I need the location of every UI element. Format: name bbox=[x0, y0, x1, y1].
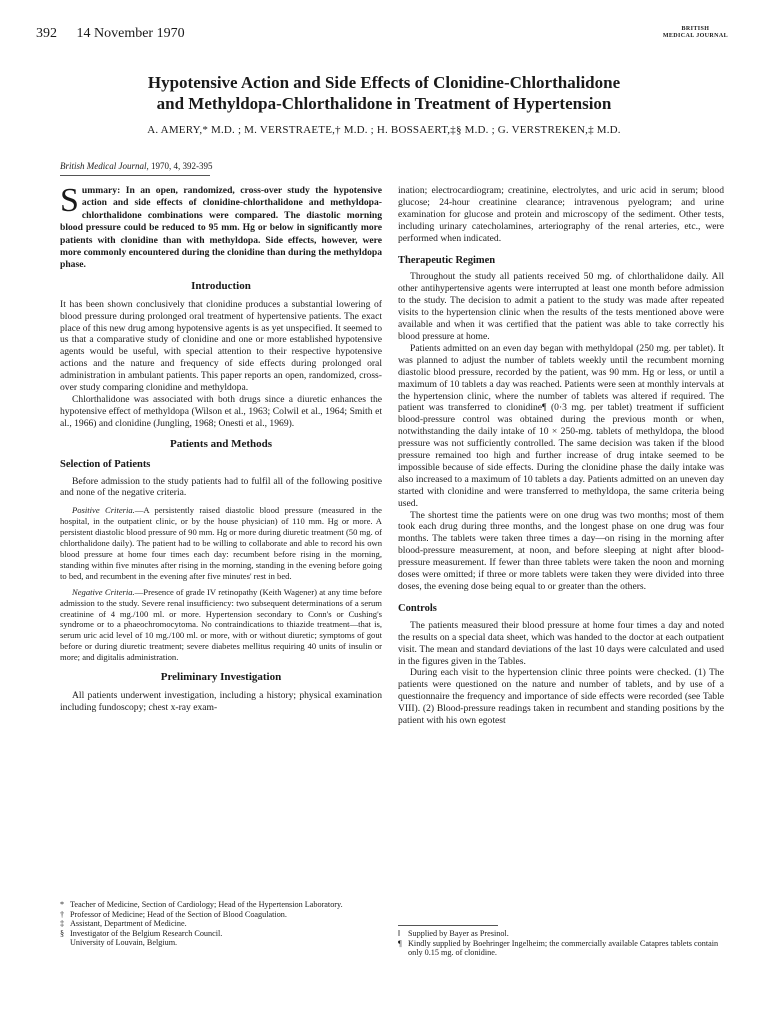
controls-heading: Controls bbox=[398, 602, 437, 614]
positive-criteria-label: Positive Criteria. bbox=[72, 505, 135, 516]
therapeutic-paragraph-1: Throughout the study all patients received 50 mg. of chlorthalidone daily. All other antihypertensive agents were interrupted at least one month before admission to the study. The decision to admit a patient to the study was made after repeated visits to the hypertension clinic when the results of the tests mentioned above were available and when it was certified that the patient was able to take correctly his blood pressure at home. bbox=[398, 271, 724, 342]
footnote-text: University of Louvain, Belgium. bbox=[70, 938, 178, 948]
title-line-2: and Methyldopa-Chlorthalidone in Treatment of Hypertension bbox=[156, 94, 612, 113]
summary-dropcap: S bbox=[60, 182, 79, 219]
controls-paragraph-2: During each visit to the hypertension clinic three points were checked. (1) The patients were questioned on the nature and number of tablets, and by use of a questionnaire the frequency and importance of side effects were recorded (see Table VIII). (2) Blood-pressure readings taken in recumbent and standing positions by the patient with his own egotest bbox=[398, 667, 724, 727]
page-number: 392 bbox=[36, 26, 57, 41]
citation-ref: 1970, 4, 392-395 bbox=[148, 161, 213, 171]
footnote-item bbox=[398, 929, 724, 939]
footnote-text: Supplied by Bayer as Presinol. bbox=[408, 929, 509, 938]
positive-criteria-text: —A persistently raised diastolic blood pressure (measured in the hospital, in the outpatient clinic, or by the house physician) of 110 mm. Hg or more. A persistent diastolic blood pressure of 90 mm. Hg or more during diuretic treatment (50 mg. of chlorthalidone daily). The patient had to be willing to collaborate and able to record his own blood pressure at home four times each day: recumbent before rising in the morning, standing within five minutes after rising in the morning, standing in the evening before going to bed, and recumbent in the evening after five minutes' rest in bed. bbox=[60, 505, 382, 581]
journal-name-line1: BRITISH bbox=[681, 26, 710, 32]
citation-journal: British Medical Journal, bbox=[60, 161, 149, 171]
footnote-text: Kindly supplied by Boehringer Ingelheim; the commercially available Catapres tablets contain only 0.15 mg. of clonidine. bbox=[408, 938, 719, 958]
footnote-item bbox=[60, 919, 382, 929]
citation-line bbox=[60, 161, 213, 171]
therapeutic-heading: Therapeutic Regimen bbox=[398, 254, 496, 266]
footnote-item bbox=[60, 929, 382, 939]
therapeutic-paragraph-3: The shortest time the patients were on one drug was two months; most of them took each drug during three months, and the longest phase on one drug was four months. The tablets were taken three times a day—on rising in the morning after blood-pressure measurement, at noon, and before sleeping at night after blood-pressure measurement. If fewer than three tablets were taken the noon and morning doses were omitted; if three or more tablets were taken they were divided into three doses, the evening dose being equal to or greater than the others. bbox=[398, 509, 724, 592]
footnote-mark: ‡ bbox=[60, 919, 65, 929]
negative-criteria-text: —Presence of grade IV retinopathy (Keith Wagener) at any time before admission to the study. Severe renal insufficiency: two subsequent determinations of a serum creatinine of 4 mg./100 ml. or more. Hypertension secondary to Conn's or Cushing's syndrome or to a phaeochromocytoma. No contraindications to thiazide treatment—that is, serum uric acid level of 10 mg./100 ml. or more, with or without diuretic; symptoms of gout before or during diuretic treatment; severe diabetes mellitus requiring 40 units of insulin or more; and digitalis administration. bbox=[60, 586, 382, 663]
footnote-item bbox=[60, 900, 382, 910]
preliminary-paragraph: All patients underwent investigation, including a history; physical examination including fundoscopy; chest x-ray exam- bbox=[60, 689, 382, 713]
journal-masthead bbox=[663, 26, 728, 40]
footnote-text: Investigator of the Belgium Research Council. bbox=[70, 928, 223, 938]
article-title bbox=[40, 72, 728, 114]
negative-criteria-label: Negative Criteria. bbox=[72, 586, 135, 597]
introduction-heading: Introduction bbox=[191, 279, 251, 292]
footnotes-left bbox=[60, 900, 382, 948]
selection-paragraph: Before admission to the study patients had to fulfil all of the following positive and none of the negative criteria. bbox=[60, 475, 382, 499]
investigation-continuation: ination; electrocardiogram; creatinine, electrolytes, and uric acid in serum; blood glucose; 24-hour creatinine clearance; intravenous pyelogram; and urine examination for glucose and protein and microscopy of the sediment. Other tests, including urinary catecholamines, arteriography of the renal arteries, etc., were performed when indicated. bbox=[398, 185, 724, 244]
issue-date: 14 November 1970 bbox=[76, 26, 185, 41]
author-list: A. AMERY,* M.D. ; M. VERSTRAETE,† M.D. ; H. BOSSAERT,‡§ M.D. ; G. VERSTREKEN,‡ M.D. bbox=[147, 124, 621, 136]
patients-methods-heading: Patients and Methods bbox=[169, 437, 273, 450]
preliminary-heading: Preliminary Investigation bbox=[160, 671, 282, 684]
footnote-mark: ¶ bbox=[398, 938, 402, 948]
footnote-mark bbox=[60, 938, 70, 948]
page-header-left bbox=[36, 26, 185, 42]
footnote-text: Assistant, Department of Medicine. bbox=[70, 919, 187, 929]
therapeutic-paragraph-2: Patients admitted on an even day began with methyldopa‖ (250 mg. per tablet). It was planned to adjust the number of tablets weekly until the recumbent morning diastolic blood pressure, recorded by the patient, was 90 mm. Hg or less, or until a maximum of 10 tablets a day was reached. Patients were seen at monthly intervals at the hypertension clinic, where the number of tablets was altered if required. The patient was transferred to clonidine¶ (0·3 mg. per tablet) treatment if sufficient blood-pressure control was obtained during the previous month or when, notwithstanding the daily intake of 10 × 250-mg. tablets of methyldopa, the blood pressure was not sufficiently controlled. The same decision was taken if the blood pressure remained too high and further increase of drug intake seemed to be impossible because of side effects. During the clonidine phase the daily intake was also increased to a maximum of 10 tablets a day. Patients admitted on an uneven day started with clonidine and were transferred to methyldopa, the same criteria being used. bbox=[398, 342, 724, 509]
journal-name-line2: MEDICAL JOURNAL bbox=[662, 33, 728, 39]
summary-text: ummary: In an open, randomized, cross-over study the hypotensive action and side effects of clonidine-chlorthalidone and methyldopa-chlorthalidone combinations were compared. The diastolic morning blood pressure could be reduced to 95 mm. Hg or below in significantly more patients with clonidine than with methyldopa. Side effects, however, were more commonly encountered during the clonidine than during the methyldopa phase. bbox=[60, 185, 382, 271]
footnote-item bbox=[60, 938, 382, 948]
footnote-rule bbox=[398, 925, 498, 926]
criteria-block bbox=[60, 505, 382, 663]
citation-rule bbox=[60, 175, 210, 176]
right-column bbox=[398, 185, 724, 727]
footnotes-right bbox=[398, 925, 724, 958]
selection-heading: Selection of Patients bbox=[60, 458, 151, 470]
introduction-paragraph-2: Chlorthalidone was associated with both drugs since a diuretic enhances the hypotensive effect of methyldopa (Wilson et al., 1963; Colwil et al., 1964; Smith et al., 1966) and clonidine (Jungling, 1968; Onesti et al., 1969). bbox=[60, 394, 382, 429]
footnote-item bbox=[398, 939, 724, 958]
footnote-item bbox=[60, 910, 382, 920]
introduction-paragraph-1: It has been shown conclusively that clonidine produces a substantial lowering of blood pressure during prolonged oral treatment of hypertensive patients. The exact place of this new drug among hypotensive agents is as yet unspecified. It seemed to us that a comparative study of clonidine and one or more established hypotensive agents would be useful, with special attention to their respective hypotensive actions and the nature and frequency of side effects during prolonged oral administration in ambulant patients. This paper reports an open, randomized, cross-over study comparing clonidine and methyldopa. bbox=[60, 298, 382, 394]
controls-paragraph-1: The patients measured their blood pressure at home four times a day and noted the results on a special data sheet, which was handed to the doctor at each outpatient visit. The mean and standard deviations of the last 10 days were calculated and used in the figures given in the Tables. bbox=[398, 619, 724, 667]
footnote-text: Teacher of Medicine, Section of Cardiology; Head of the Hypertension Laboratory. bbox=[70, 900, 343, 909]
footnote-mark: § bbox=[60, 928, 65, 938]
footnote-text: Professor of Medicine; Head of the Section of Blood Coagulation. bbox=[70, 909, 287, 919]
footnote-mark: † bbox=[60, 909, 65, 919]
positive-criteria bbox=[60, 505, 382, 581]
negative-criteria bbox=[60, 587, 382, 663]
summary-paragraph bbox=[60, 182, 382, 272]
footnote-mark: ‖ bbox=[398, 929, 401, 938]
left-column bbox=[60, 182, 382, 714]
footnote-mark: * bbox=[60, 900, 65, 909]
title-line-1: Hypotensive Action and Side Effects of Clonidine-Chlorthalidone bbox=[147, 73, 621, 92]
